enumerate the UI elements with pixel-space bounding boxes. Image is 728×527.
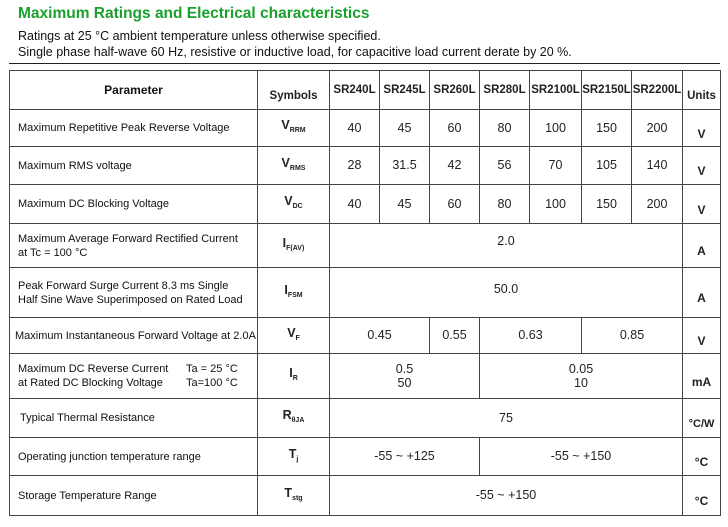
table-row-vrrm	[10, 110, 721, 147]
divider-line	[9, 63, 720, 64]
table-row-ir	[10, 354, 721, 399]
header-model-sr240l: SR240L	[330, 71, 380, 110]
symbol-ifsm: $I_{FSM}$	[258, 268, 330, 318]
symbol-ir: $I_R$	[258, 354, 330, 399]
value-cell: 40	[330, 110, 380, 147]
value-cell: 28	[330, 147, 380, 185]
value-cell: 56	[480, 147, 530, 185]
unit-rth: °C/W	[683, 399, 721, 438]
header-model-sr280l: SR280L	[480, 71, 530, 110]
table-row-vf	[10, 318, 721, 354]
unit-tj: °C	[683, 438, 721, 476]
param-vrms: Maximum RMS voltage	[10, 147, 258, 185]
value-cell-group: 0.05 10	[480, 354, 683, 399]
header-model-sr260l: SR260L	[430, 71, 480, 110]
symbol-vdc: $V_{DC}$	[258, 185, 330, 224]
param-rth: Typical Thermal Resistance	[10, 399, 258, 438]
value-cell: 45	[380, 185, 430, 224]
value-cell-span: 50.0	[330, 268, 683, 318]
value-cell: 45	[380, 110, 430, 147]
symbol-tj: $T_j$	[258, 438, 330, 476]
value-cell: 60	[430, 185, 480, 224]
value-cell: 70	[530, 147, 582, 185]
symbol-vrrm: $V_{RRM}$	[258, 110, 330, 147]
table-header-row	[10, 71, 721, 110]
ratings-note-temperature: Ratings at 25 °C ambient temperature unless otherwise specified.	[18, 29, 381, 43]
value-cell: 0.45	[330, 318, 430, 354]
value-cell: 200	[632, 110, 683, 147]
header-parameter: Parameter	[10, 71, 258, 110]
value-cell: 140	[632, 147, 683, 185]
table-row-rth	[10, 399, 721, 438]
header-units: Units	[683, 71, 721, 110]
value-cell: 0.55	[430, 318, 480, 354]
symbol-ifav: $I_{F(AV)}$	[258, 224, 330, 268]
unit-tstg: °C	[683, 476, 721, 516]
unit-vrms: V	[683, 147, 721, 185]
value-cell-span: 75	[330, 399, 683, 438]
symbol-vrms: $V_{RMS}$	[258, 147, 330, 185]
symbol-rth: $R_{\theta JA}$	[258, 399, 330, 438]
value-cell: 60	[430, 110, 480, 147]
value-cell-span: -55 ~ +150	[330, 476, 683, 516]
value-cell: 42	[430, 147, 480, 185]
header-model-sr2100l: SR2100L	[530, 71, 582, 110]
param-tj: Operating junction temperature range	[10, 438, 258, 476]
param-tstg: Storage Temperature Range	[10, 476, 258, 516]
value-cell: 100	[530, 110, 582, 147]
value-cell: 40	[330, 185, 380, 224]
param-ir: Maximum DC Reverse Current Ta = 25 °C at Rated DC Blocking Voltage Ta=100 °C	[10, 354, 258, 399]
section-title: Maximum Ratings and Electrical characteristics	[18, 5, 370, 22]
ratings-table	[9, 70, 721, 516]
value-cell-group: -55 ~ +125	[330, 438, 480, 476]
table-row-ifsm	[10, 268, 721, 318]
unit-vrrm: V	[683, 110, 721, 147]
symbol-tstg: $T_{stg}$	[258, 476, 330, 516]
param-ifsm: Peak Forward Surge Current 8.3 ms Single Half Sine Wave Superimposed on Rated Load	[10, 268, 258, 318]
param-vdc: Maximum DC Blocking Voltage	[10, 185, 258, 224]
unit-vdc: V	[683, 185, 721, 224]
symbol-vf: $V_F$	[258, 318, 330, 354]
unit-ifsm: A	[683, 268, 721, 318]
value-cell: 200	[632, 185, 683, 224]
header-model-sr2200l: SR2200L	[632, 71, 683, 110]
value-cell: 0.63	[480, 318, 582, 354]
unit-ifav: A	[683, 224, 721, 268]
value-cell: 80	[480, 185, 530, 224]
param-ifav: Maximum Average Forward Rectified Current at Tc = 100 °C	[10, 224, 258, 268]
value-cell: 150	[582, 185, 632, 224]
value-cell-span: 2.0	[330, 224, 683, 268]
value-cell: 150	[582, 110, 632, 147]
value-cell: 105	[582, 147, 632, 185]
table-row-ifav	[10, 224, 721, 268]
value-cell: 80	[480, 110, 530, 147]
param-vf: Maximum Instantaneous Forward Voltage at 2.0A	[10, 318, 258, 354]
table-row-vdc	[10, 185, 721, 224]
value-cell: 100	[530, 185, 582, 224]
header-model-sr2150l: SR2150L	[582, 71, 632, 110]
param-vrrm: Maximum Repetitive Peak Reverse Voltage	[10, 110, 258, 147]
ratings-note-load: Single phase half-wave 60 Hz, resistive or inductive load, for capacitive load current derate by 20 %.	[18, 45, 572, 59]
table-row-tstg	[10, 476, 721, 516]
value-cell-group: 0.5 50	[330, 354, 480, 399]
value-cell-group: -55 ~ +150	[480, 438, 683, 476]
value-cell: 31.5	[380, 147, 430, 185]
table-row-vrms	[10, 147, 721, 185]
table-row-tj	[10, 438, 721, 476]
value-cell: 0.85	[582, 318, 683, 354]
unit-ir: mA	[683, 354, 721, 399]
header-symbols: Symbols	[258, 71, 330, 110]
header-model-sr245l: SR245L	[380, 71, 430, 110]
unit-vf: V	[683, 318, 721, 354]
